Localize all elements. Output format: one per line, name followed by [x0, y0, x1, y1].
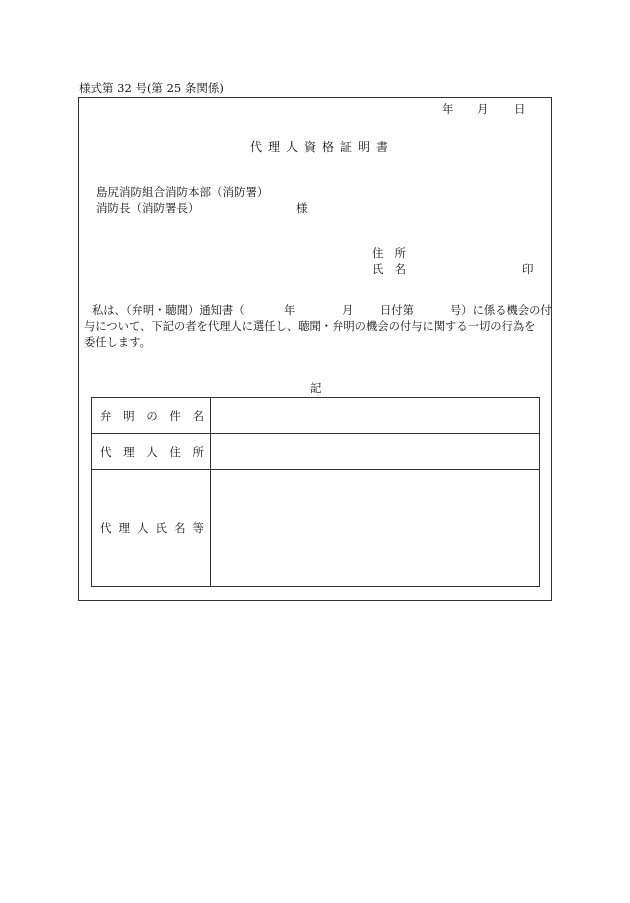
matter-label-cell	[92, 398, 211, 434]
agent-name-label: 代 理 人 氏 名 等	[100, 521, 204, 535]
date-year-label: 年	[442, 102, 454, 116]
ki-heading: 記	[310, 381, 322, 395]
agent-address-label: 代 理 人 住 所	[100, 444, 204, 459]
statement-line-3: 委任します。	[84, 336, 151, 349]
seal-mark: 印	[522, 262, 534, 276]
matter-label: 弁 明 の 件 名	[100, 408, 204, 423]
statement-line-1	[84, 303, 552, 319]
statement-month: 月	[342, 304, 354, 317]
statement-tail: 号）に係る機会の付	[450, 304, 552, 317]
addressee-position: 消防長（消防署長）	[96, 201, 200, 215]
statement-line-2: 与について、下記の者を代理人に選任し、聴聞・弁明の機会の付与に関する一切の行為を	[84, 320, 536, 333]
delegation-statement	[84, 303, 552, 351]
addressee-honorific: 様	[296, 201, 308, 215]
applicant-name-label: 氏名	[372, 262, 417, 276]
statement-year: 年	[284, 304, 296, 317]
agent-name-value-cell[interactable]	[211, 470, 540, 587]
date-day-label: 日	[514, 102, 526, 116]
table-row	[92, 434, 540, 470]
document-title: 代理人資格証明書	[250, 140, 395, 154]
date-month-label: 月	[477, 102, 489, 116]
statement-date-no: 日付第	[380, 304, 414, 317]
agent-address-value-cell[interactable]	[211, 434, 540, 470]
agent-address-label-cell	[92, 434, 211, 470]
statement-intro: 私は、（弁明・聴聞）通知書（	[92, 304, 245, 317]
agent-name-label-cell	[92, 470, 211, 587]
delegate-table	[91, 397, 540, 587]
form-number-label: 様式第 32 号(第 25 条関係)	[79, 81, 224, 95]
matter-value-cell[interactable]	[211, 398, 540, 434]
table-row	[92, 398, 540, 434]
table-row	[92, 470, 540, 587]
applicant-address-label: 住所	[372, 246, 417, 260]
addressee-organization: 島尻消防組合消防本部（消防署）	[96, 185, 269, 199]
